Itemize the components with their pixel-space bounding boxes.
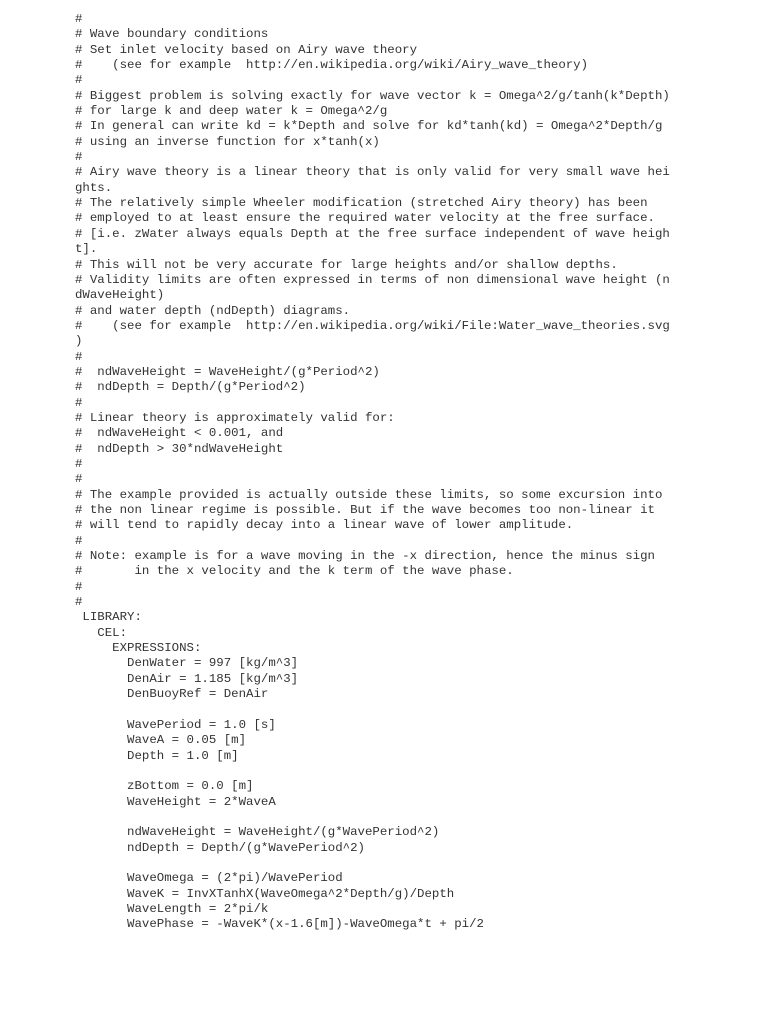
code-line: # and water depth (ndDepth) diagrams. xyxy=(75,303,351,318)
code-line: # the non linear regime is possible. But if the wave becomes too non-linear it xyxy=(75,503,655,517)
code-line: # Set inlet velocity based on Airy wave theory xyxy=(75,42,418,57)
code-line: # Biggest problem is solving exactly for wave vector k = Omega^2/g/tanh(k*Depth) xyxy=(75,88,670,103)
code-line: # ndDepth > 30*ndWaveHeight xyxy=(75,441,284,456)
code-line: # The relatively simple Wheeler modification (stretched Airy theory) has been xyxy=(75,196,648,211)
code-line: t]. xyxy=(75,242,98,257)
code-line: CEL: xyxy=(75,625,128,640)
code-line xyxy=(75,856,670,871)
code-line: # xyxy=(75,150,83,165)
code-line: # ndWaveHeight = WaveHeight/(g*Period^2) xyxy=(75,364,380,379)
code-line: ndDepth = Depth/(g*WavePeriod^2) xyxy=(75,840,365,855)
code-line: # xyxy=(75,73,83,88)
code-line: # xyxy=(75,456,83,471)
code-line: dWaveHeight) xyxy=(75,288,165,303)
code-line: WaveLength = 2*pi/k xyxy=(75,901,269,916)
code-line: # Validity limits are often expressed in terms of non dimensional wave height (n xyxy=(75,272,670,287)
code-line: zBottom = 0.0 [m] xyxy=(75,779,254,794)
code-line: DenWater = 997 [kg/m^3] xyxy=(75,656,299,671)
code-line: WaveHeight = 2*WaveA xyxy=(75,794,276,809)
code-line: # employed to at least ensure the required water velocity at the free surface. xyxy=(75,211,655,226)
code-line: LIBRARY: xyxy=(75,610,142,625)
code-line: # xyxy=(75,533,83,548)
code-line: # [i.e. zWater always equals Depth at the free surface independent of wave heigh xyxy=(75,226,670,241)
code-line: ndWaveHeight = WaveHeight/(g*WavePeriod^2) xyxy=(75,825,440,840)
code-line: Depth = 1.0 [m] xyxy=(75,748,239,763)
code-line: WavePeriod = 1.0 [s] xyxy=(75,717,276,732)
code-line: WaveA = 0.05 [m] xyxy=(75,733,247,748)
code-line: # xyxy=(75,579,83,594)
code-line xyxy=(75,764,670,779)
code-line: # ndDepth = Depth/(g*Period^2) xyxy=(75,380,306,395)
code-line: # Airy wave theory is a linear theory that is only valid for very small wave hei xyxy=(75,165,670,180)
code-line: WavePhase = -WaveK*(x-1.6[m])-WaveOmega*t + pi/2 xyxy=(75,917,484,932)
code-line xyxy=(75,810,670,825)
code-line: # will tend to rapidly decay into a linear wave of lower amplitude. xyxy=(75,518,574,533)
code-line: ghts. xyxy=(75,180,113,195)
code-line xyxy=(75,702,670,717)
code-line: # xyxy=(75,12,83,26)
code-line: # The example provided is actually outside these limits, so some excursion into xyxy=(75,487,663,502)
code-line: EXPRESSIONS: xyxy=(75,641,202,656)
code-line: # ndWaveHeight < 0.001, and xyxy=(75,426,284,441)
code-line: # xyxy=(75,595,83,610)
code-line: DenBuoyRef = DenAir xyxy=(75,687,269,702)
code-line: ) xyxy=(75,334,83,349)
code-line: # xyxy=(75,472,83,487)
code-line: # (see for example http://en.wikipedia.org/wiki/Airy_wave_theory) xyxy=(75,58,589,73)
code-line: # Note: example is for a wave moving in the -x direction, hence the minus sign xyxy=(75,549,655,564)
code-line: # Linear theory is approximately valid for: xyxy=(75,410,395,425)
code-line: # (see for example http://en.wikipedia.org/wiki/File:Water_wave_theories.svg xyxy=(75,318,670,333)
code-line: # In general can write kd = k*Depth and solve for kd*tanh(kd) = Omega^2*Depth/g xyxy=(75,119,663,134)
code-line: # xyxy=(75,395,83,410)
code-line: DenAir = 1.185 [kg/m^3] xyxy=(75,671,299,686)
code-line: # xyxy=(75,349,83,364)
code-line: # using an inverse function for x*tanh(x) xyxy=(75,134,380,149)
code-listing xyxy=(75,12,670,933)
code-line: # in the x velocity and the k term of the wave phase. xyxy=(75,564,514,579)
code-line: # for large k and deep water k = Omega^2/g xyxy=(75,104,388,119)
code-line: # This will not be very accurate for large heights and/or shallow depths. xyxy=(75,257,618,272)
code-line: WaveK = InvXTanhX(WaveOmega^2*Depth/g)/Depth xyxy=(75,886,455,901)
code-line: WaveOmega = (2*pi)/WavePeriod xyxy=(75,871,343,886)
code-line: # Wave boundary conditions xyxy=(75,27,269,42)
